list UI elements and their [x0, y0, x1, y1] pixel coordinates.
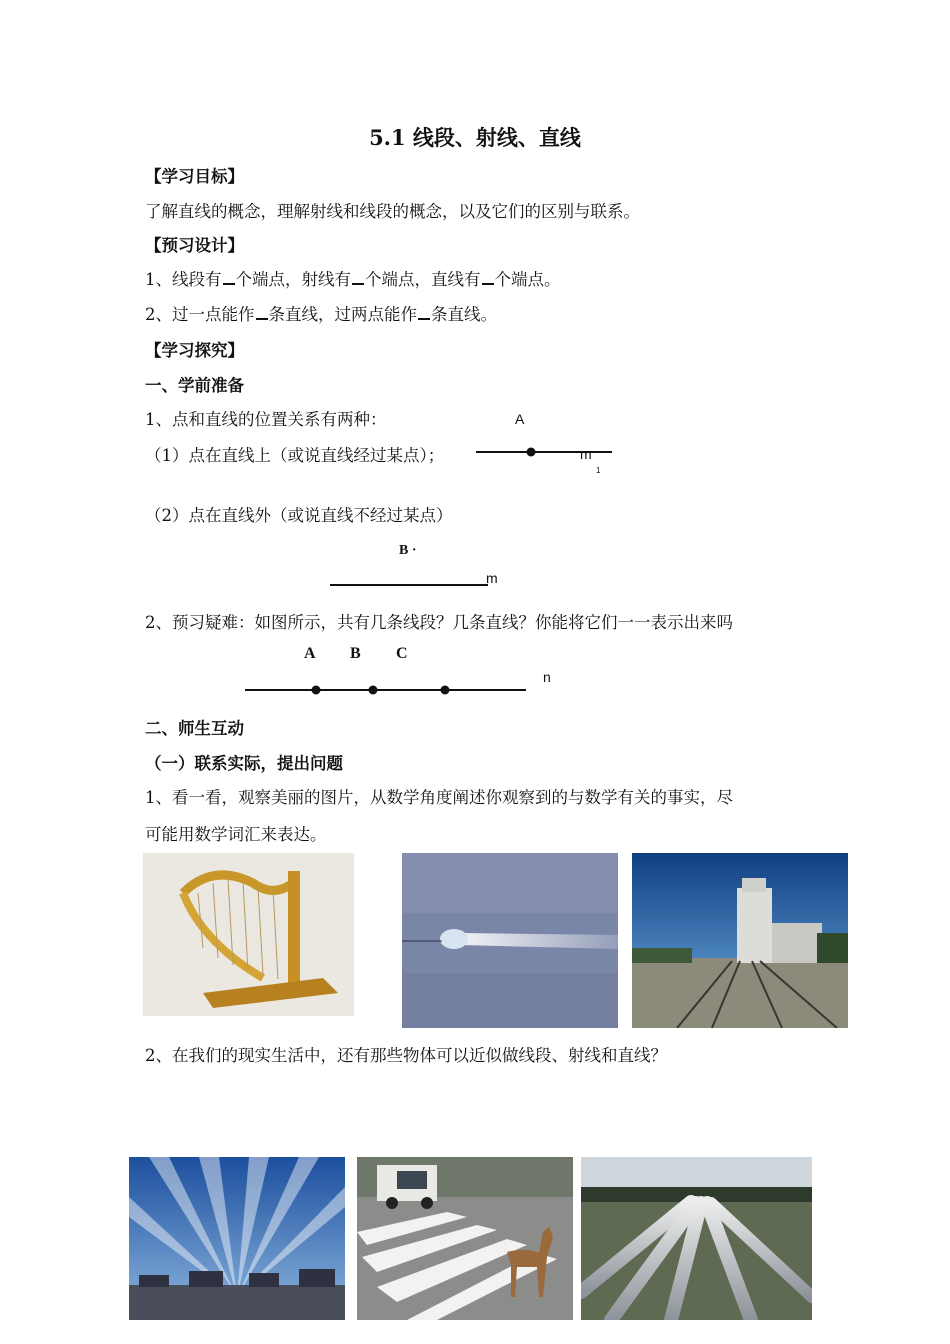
fig1-point-label: A: [515, 411, 525, 427]
fig3-point-c: [441, 686, 450, 695]
question-life-text: 2、在我们的现实生活中，还有那些物体可以近似做线段、射线和直线？: [145, 1046, 667, 1065]
fig3-point-b: [369, 686, 378, 695]
part2-header: 二、师生互动: [145, 719, 244, 738]
goal-text: 了解直线的概念，理解射线和线段的概念，以及它们的区别与联系。: [145, 202, 640, 221]
fill-blank[interactable]: [223, 269, 235, 285]
case1-text: （1）点在直线上（或说直线经过某点）；: [145, 446, 445, 465]
railway-tracks-photo: [632, 853, 848, 1028]
question2-text: 2、预习疑难：如图所示，共有几条线段？几条直线？你能将它们一一表示出来吗: [145, 613, 733, 632]
explore-header: 【学习探究】: [145, 341, 244, 360]
goal-header: 【学习目标】: [145, 167, 244, 186]
page-title: 5.1 线段、射线、直线: [369, 125, 581, 150]
fig2-point-label: B ·: [399, 543, 417, 558]
sky-rays-photo: [129, 1157, 345, 1320]
fill-blank[interactable]: [482, 269, 494, 285]
fig1-line-label: m: [580, 446, 592, 462]
look-text-1: 1、看一看，观察美丽的图片，从数学角度阐述你观察到的与数学有关的事实，尽: [145, 788, 733, 807]
sub1-header: （一）联系实际，提出问题: [145, 754, 343, 773]
fig1-mark: 1: [596, 466, 601, 475]
point-line-intro: 1、点和直线的位置关系有两种：: [145, 410, 387, 429]
fig3-line-label: n: [543, 669, 551, 685]
fig2-line-label: m: [486, 570, 498, 586]
fig3-label-b: B: [350, 645, 361, 662]
preview-question-1: 1、线段有 个端点，射线有 个端点，直线有 个端点。: [145, 270, 561, 289]
preview-question-2: 2、过一点能作 条直线，过两点能作 条直线。: [145, 305, 497, 324]
look-text-2: 可能用数学词汇来表达。: [145, 825, 327, 844]
part1-header: 一、学前准备: [145, 376, 244, 395]
fig3-label-c: C: [396, 645, 408, 662]
preview-header: 【预习设计】: [145, 236, 244, 255]
fig3-label-a: A: [304, 645, 316, 662]
fill-blank[interactable]: [352, 269, 364, 285]
case2-text: （2）点在直线外（或说直线不经过某点）: [145, 506, 453, 525]
fill-blank[interactable]: [418, 304, 430, 320]
crosswalk-deer-photo: [357, 1157, 573, 1320]
meteor-streak-photo: [402, 853, 618, 1028]
fig3-point-a: [312, 686, 321, 695]
pipelines-photo: [581, 1157, 812, 1320]
fill-blank[interactable]: [256, 304, 268, 320]
harp-photo: [143, 853, 354, 1016]
fig1-point: [527, 448, 536, 457]
